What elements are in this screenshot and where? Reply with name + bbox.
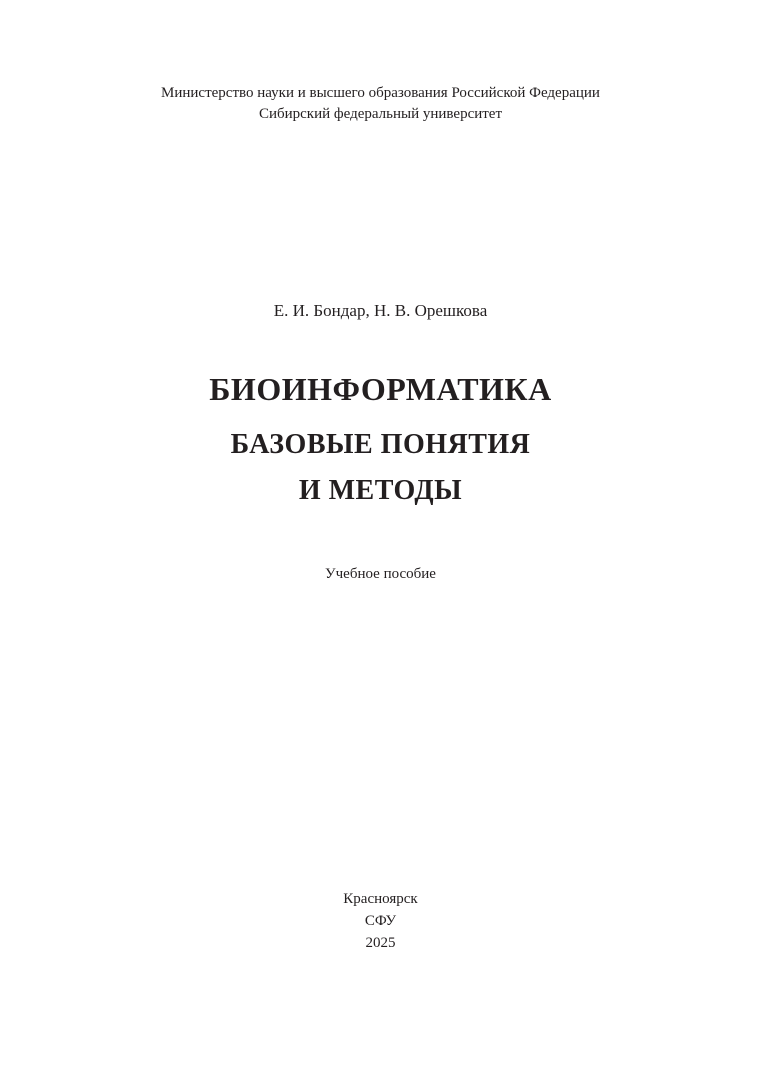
book-title: БИОИНФОРМАТИКА (209, 371, 552, 407)
document-type: Учебное пособие (325, 566, 436, 582)
university-name: Сибирский федеральный университет (258, 106, 503, 122)
authors: Е. И. Бондар, Н. В. Орешкова (273, 301, 488, 320)
book-subtitle-line-1: БАЗОВЫЕ ПОНЯТИЯ (230, 429, 531, 460)
imprint-publisher: СФУ (364, 913, 397, 929)
imprint-city: Красноярск (343, 891, 418, 907)
ministry-name: Министерство науки и высшего образования Российской Федерации (161, 85, 600, 101)
book-subtitle-line-2: И МЕТОДЫ (298, 475, 463, 506)
imprint-year: 2025 (365, 935, 396, 951)
